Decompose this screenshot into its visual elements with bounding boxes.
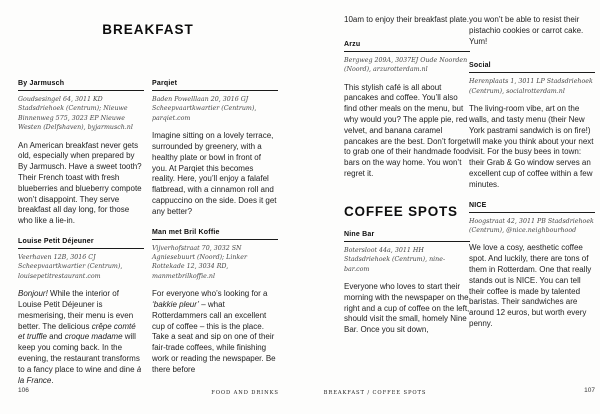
- venue-address: Baden Powelllaan 20, 3016 GJ Scheepvaartkwartier (Centrum), parqiet.com: [152, 96, 257, 122]
- venue-section-social: [469, 62, 595, 190]
- venue-description: An American breakfast never gets old, especially when prepared by By Jarmusch. Have a sweet tooth? Their French toast with fresh blueberries and blueberry compote won’t disappoint. They serve breakfast all day long, for those who like a lie-in.: [18, 140, 142, 226]
- venue-name: Louise Petit Déjeuner: [18, 238, 144, 249]
- continuation-text-breakfast: 10am to enjoy their breakfast plate.: [344, 15, 469, 24]
- venue-description: Bonjour! While the interior of Louise Petit Déjeuner is mesmerising, their menu is even better. The delicious crêpe comté et truffle and croque madame will keep you coming back. In the evening, the restaurant transforms to a fancy place to wine and dine à la France.: [18, 289, 142, 385]
- venue-section-nice: [469, 202, 595, 330]
- venue-description: Everyone who loves to start their morning with the newspaper on the right and a cup of coffee on the left, should visit the small, homely Nine Bar. Once you sit down,: [344, 282, 470, 335]
- venue-address: Veerhaven 12B, 3016 CJ Scheepvaartkwartier (Centrum), louisepetitrestaurant.com: [18, 254, 123, 280]
- venue-section-parqiet: [152, 80, 278, 218]
- venue-section-nine-bar: [344, 231, 470, 336]
- venue-name: Nine Bar: [344, 231, 470, 242]
- venue-section-man-met-bril-koffie: [152, 229, 278, 376]
- column-4: [469, 15, 595, 341]
- venue-description: The living-room vibe, art on the walls, and tasty menu (their New York pastrami sandwich is on fire!) will make you think about your next visit. For the busy bees in town: their Grab & Go window serves an excellent cup of coffee within a few minutes.: [469, 104, 594, 189]
- page-title-breakfast: BREAKFAST: [102, 22, 194, 37]
- venue-section-arzu: [344, 41, 470, 180]
- venue-address: Botersloot 44a, 3011 HH Stadsdriehoek (Centrum), nine-bar.com: [344, 246, 446, 273]
- column-1: [18, 80, 144, 397]
- venue-address: Vijverhofstraat 70, 3032 SN Agniesebuurt (Noord); Linker Rottekade 12, 3034 RD, manmetbrilkoffie.nl: [152, 244, 247, 280]
- venue-address: Bergweg 209A, 3037EJ Oude Noorden (Noord), arzurotterdam.nl: [344, 56, 468, 74]
- venue-name: Parqiet: [152, 80, 278, 91]
- venue-section-by-jarmusch: [18, 80, 144, 227]
- page-title-coffee-spots: COFFEE SPOTS: [344, 203, 458, 219]
- venue-address: Herenplaats 1, 3011 LP Stadsdriehoek (Centrum), socialrotterdam.nl: [469, 78, 593, 95]
- venue-section-louise-petit-dejeuner: [18, 238, 144, 386]
- venue-name: By Jarmusch: [18, 80, 144, 91]
- venue-address: Hoogstraat 42, 3011 PB Stadsdriehoek (Centrum), @nice.neighbourhood: [469, 217, 594, 234]
- venue-description: We love a cosy, aesthetic coffee spot. And luckily, there are tons of them in Rotterdam. One that really stands out is NICE. You can tell their coffee is made by talented baristas. Their sandwiches are around 12 euros, but worth every penny.: [469, 243, 592, 328]
- running-footer-right: BREAKFAST / COFFEE SPOTS: [323, 390, 427, 396]
- continuation-text-nine-bar: you won’t be able to resist their pistachio cookies or carrot cake. Yum!: [469, 15, 584, 46]
- venue-description: This stylish café is all about pancakes and coffee. You’ll also find other meals on the menu, but why would you? The apple pie, red velvet, and banana caramel pancakes are the best. Don’t forget to grab one of their handmade food bars on the way home. You won’t regret it.: [344, 82, 469, 178]
- venue-address: Goudsesingel 64, 3011 KD Stadsdriehoek (Centrum); Nieuwe Binnenweg 575, 3023 EP Nieuwe Westen (Delfshaven), byjarmusch.nl: [18, 96, 133, 132]
- venue-description: Imagine sitting on a lovely terrace, surrounded by greenery, with a healthy plate or bowl in front of you. At Parqiet this becomes reality. Here, you’ll enjoy a falafel flatbread, with a cinnamon roll and cappuccino on the side. Does it get any better?: [152, 131, 277, 216]
- page-number-right: 107: [584, 387, 595, 394]
- venue-name: Arzu: [344, 41, 470, 52]
- venue-name: Social: [469, 62, 595, 73]
- venue-name: Man met Bril Koffie: [152, 229, 278, 240]
- running-footer-left: FOOD AND DRINKS: [211, 390, 279, 396]
- venue-name: NICE: [469, 202, 595, 213]
- page-number-left: 106: [18, 387, 29, 394]
- venue-description: For everyone who’s looking for a ‘bakkie pleur’ – what Rotterdammers call an excellent cup of coffee – this is the place. Take a seat and sip on one of their fair-trade coffees, while finishing work or reading the newspaper. Be there before: [152, 289, 276, 374]
- column-2: [152, 80, 278, 387]
- column-3: [344, 15, 470, 347]
